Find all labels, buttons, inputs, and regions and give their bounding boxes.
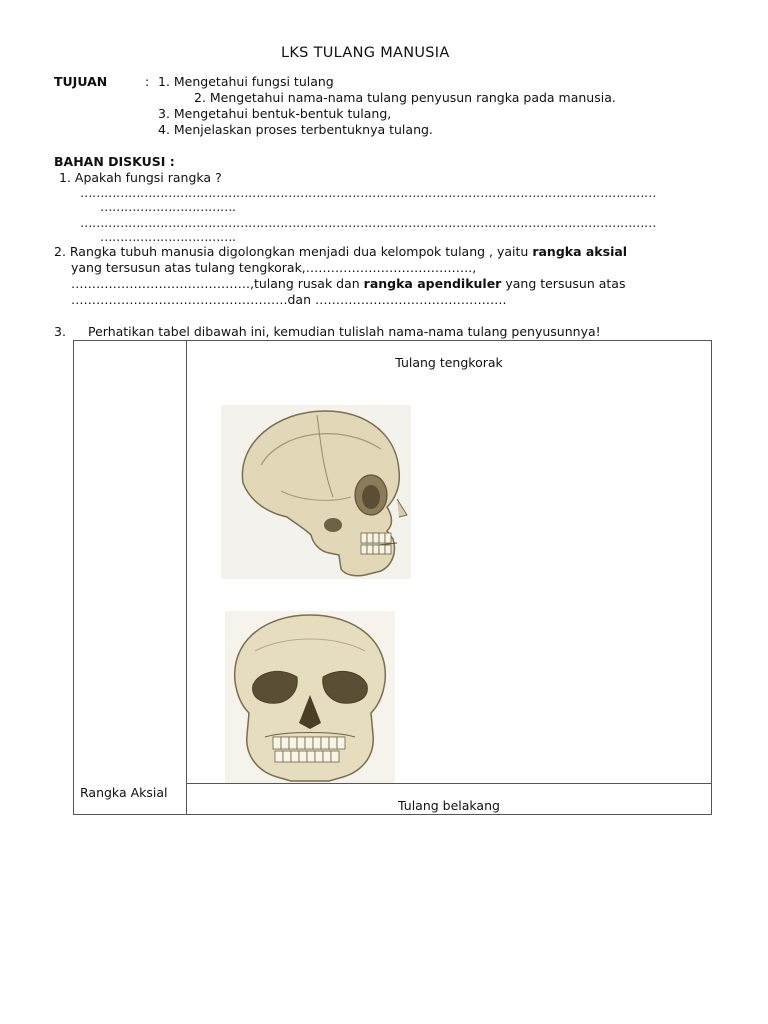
page-title: LKS TULANG MANUSIA [281,45,450,61]
question-2-line-3 [71,276,625,292]
question-2-text: 2. Rangka tubuh manusia digolongkan menjadi dua kelompok tulang , yaitu [54,244,533,259]
skull-side-icon [221,405,411,579]
question-1: 1. Apakah fungsi rangka ? [59,170,222,185]
question-3-text: Perhatikan tabel dibawah ini, kemudian tulislah nama-nama tulang penyusunnya! [88,324,601,339]
skull-front-icon [225,611,395,783]
spine-cell [187,784,712,815]
cell-title-tengkorak: Tulang tengkorak [395,355,503,370]
tujuan-colon: : [145,74,150,89]
cell-title-belakang: Tulang belakang [398,798,500,813]
question-2-line-4: …………………………………………….dan ………………………………………. [71,292,507,307]
term-rangka-apendikuler: rangka apendikuler [363,276,502,291]
tujuan-item-1: 1. Mengetahui fungsi tulang [158,74,334,89]
question-2-line-1 [54,244,627,260]
question-2-line-2: yang tersusun atas tulang tengkorak,…………………………………., [71,260,477,275]
rangka-aksial-label: Rangka Aksial [80,785,168,800]
tujuan-item-2: 2. Mengetahui nama-nama tulang penyusun rangka pada manusia. [194,90,616,105]
answer-line-2: ……………………………………………………………………………………………………………………………… [80,215,656,230]
skull-cell [187,341,712,784]
tujuan-item-3: 3. Mengetahui bentuk-bentuk tulang, [158,106,392,121]
question-3-number: 3. [54,324,66,339]
answer-line-1b: ……………………………. [100,199,236,214]
table-label-cell [74,341,187,815]
tujuan-label: TUJUAN [54,74,108,89]
tujuan-item-4: 4. Menjelaskan proses terbentuknya tulang. [158,122,433,137]
answer-line-1: ……………………………………………………………………………………………………………………………… [80,185,656,200]
bahan-heading: BAHAN DISKUSI : [54,154,175,169]
question-2-line-3-a: …………………………………….,tulang rusak dan [71,276,364,291]
question-2-line-3-c: yang tersusun atas [501,276,626,291]
term-rangka-aksial: rangka aksial [532,244,628,259]
answer-line-2b: ……………………………. [100,229,236,244]
bone-table [73,340,712,815]
